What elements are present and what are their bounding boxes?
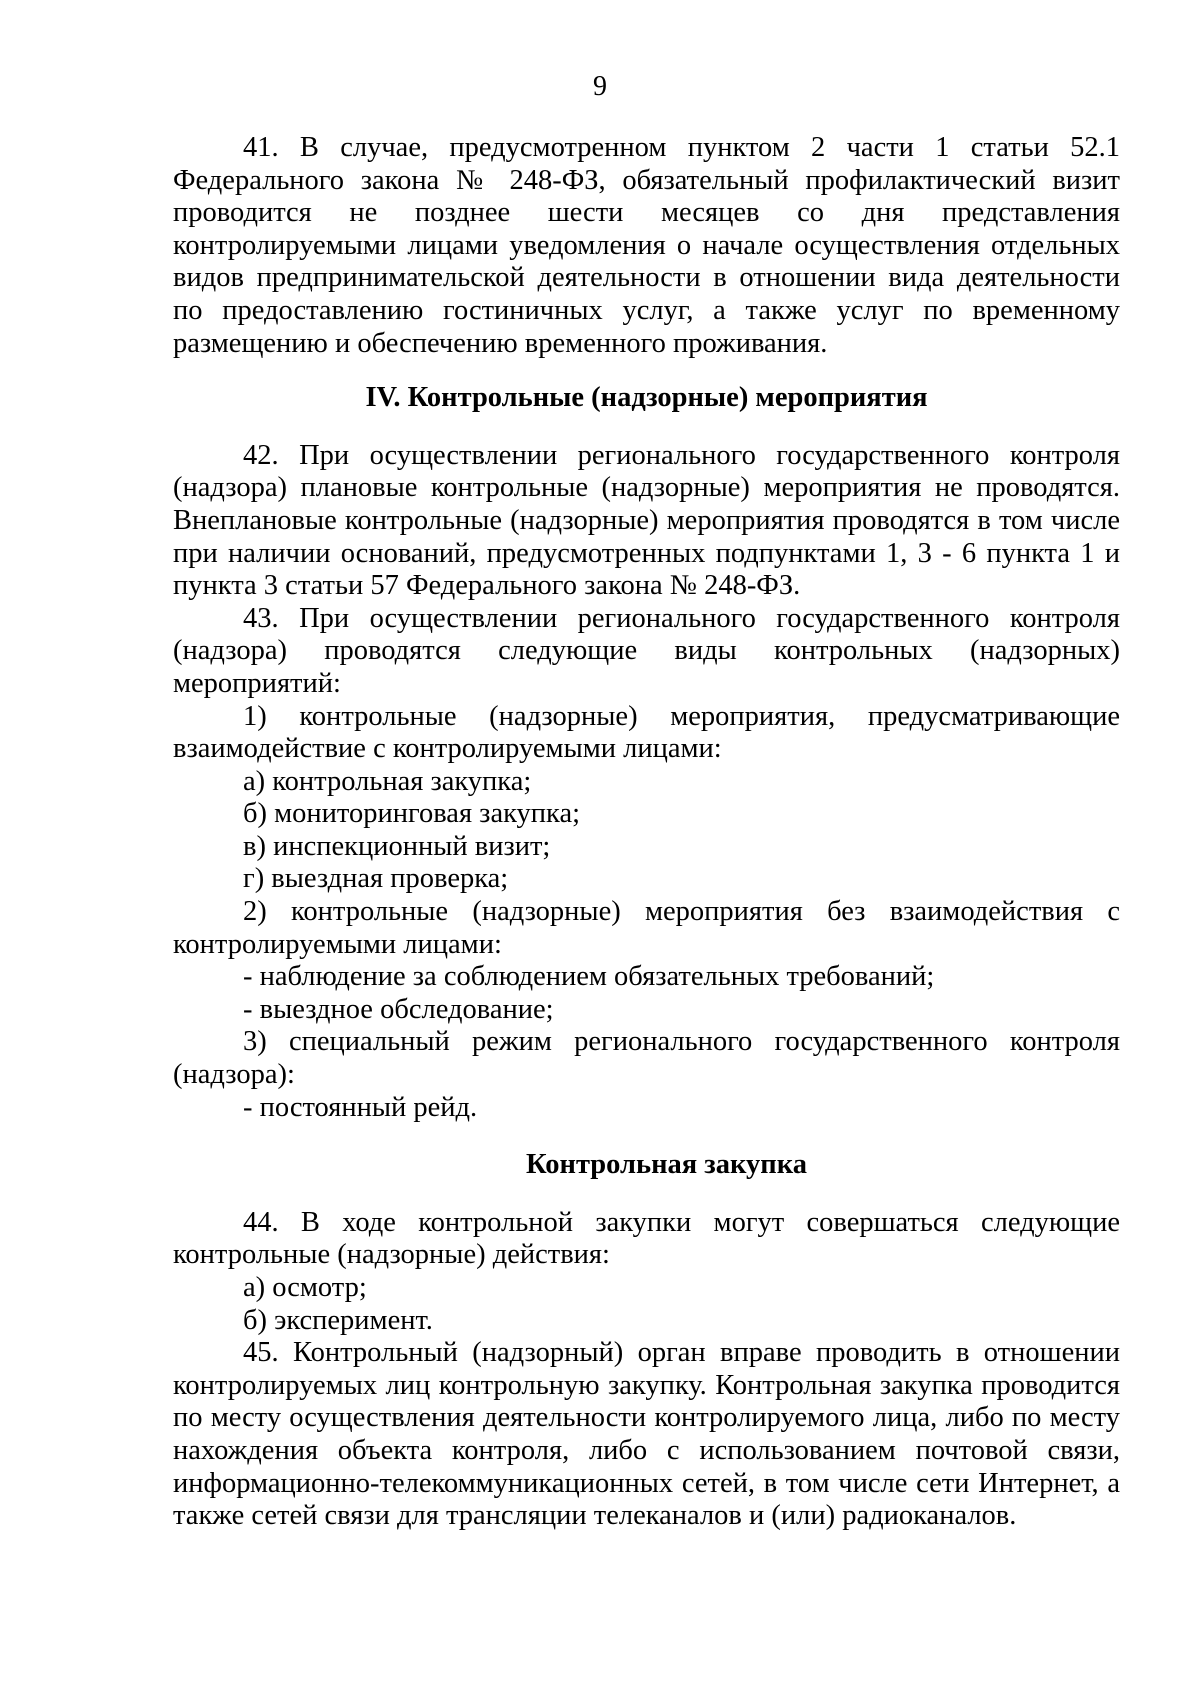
document-body (173, 132, 1120, 1533)
section-heading-iv: IV. Контрольные (надзорные) мероприятия (365, 382, 928, 414)
list-item-1g: г) выездная проверка; (243, 863, 509, 895)
list-item-2-dash-1: - наблюдение за соблюдением обязательных требований; (243, 961, 935, 993)
list-item-2-dash-2: - выездное обследование; (243, 993, 554, 1025)
list-item-1v: в) инспекционный визит; (243, 830, 551, 862)
list-item-1a: а) контрольная закупка; (243, 765, 532, 797)
list-item-1b: б) мониторинговая закупка; (243, 798, 581, 830)
list-item-44a: а) осмотр; (243, 1272, 367, 1303)
list-item-1: 1) контрольные (надзорные) мероприятия, предусматривающие взаимодействие с контролируемыми лицами: (173, 700, 1120, 765)
list-item-44b: б) эксперимент. (243, 1304, 433, 1336)
paragraph-42: 42. При осуществлении регионального государственного контроля (надзора) плановые контрольные (надзорные) мероприятия не проводятся. Внеплановые контрольные (надзорные) мероприятия проводятся в том числе при наличии оснований, предусмотренных подпунктами 1, 3 - 6 пункта 1 и пункта 3 статьи 57 Федерального закона № 248-ФЗ. (173, 439, 1120, 602)
paragraph-45: 45. Контрольный (надзорный) орган вправе проводить в отношении контролируемых лиц контрольную закупку. Контрольная закупка проводится по месту осуществления деятельности контролируемого лица, либо по месту нахождения объекта контроля, либо с использованием почтовой связи, информационно-телекоммуникационных сетей, в том числе сети Интернет, а также сетей связи для трансляции телеканалов и (или) радиоканалов. (173, 1337, 1120, 1532)
list-item-3: 3) специальный режим регионального государственного контроля (надзора): (173, 1026, 1120, 1091)
paragraph-41: 41. В случае, предусмотренном пунктом 2 части 1 статьи 52.1 Федерального закона № 248-ФЗ, обязательный профилактический визит проводится не позднее шести месяцев со дня представления контролируемыми лицами уведомления о начале осуществления отдельных видов предпринимательской деятельности в отношении вида деятельности по предоставлению гостиничных услуг, а также услуг по временному размещению и обеспечению временного проживания. (173, 132, 1120, 359)
page-number: 9 (593, 71, 607, 102)
list-item-2: 2) контрольные (надзорные) мероприятия без взаимодействия с контролируемыми лицами: (173, 896, 1120, 960)
paragraph-44: 44. В ходе контрольной закупки могут совершаться следующие контрольные (надзорные) действия: (173, 1206, 1120, 1271)
subsection-title: Контрольная закупка (526, 1149, 807, 1181)
list-item-3-dash-1: - постоянный рейд. (243, 1091, 478, 1123)
subsection-heading (173, 1149, 1120, 1182)
paragraph-43: 43. При осуществлении регионального государственного контроля (надзора) проводятся следующие виды контрольных (надзорных) мероприятий: (173, 602, 1120, 699)
